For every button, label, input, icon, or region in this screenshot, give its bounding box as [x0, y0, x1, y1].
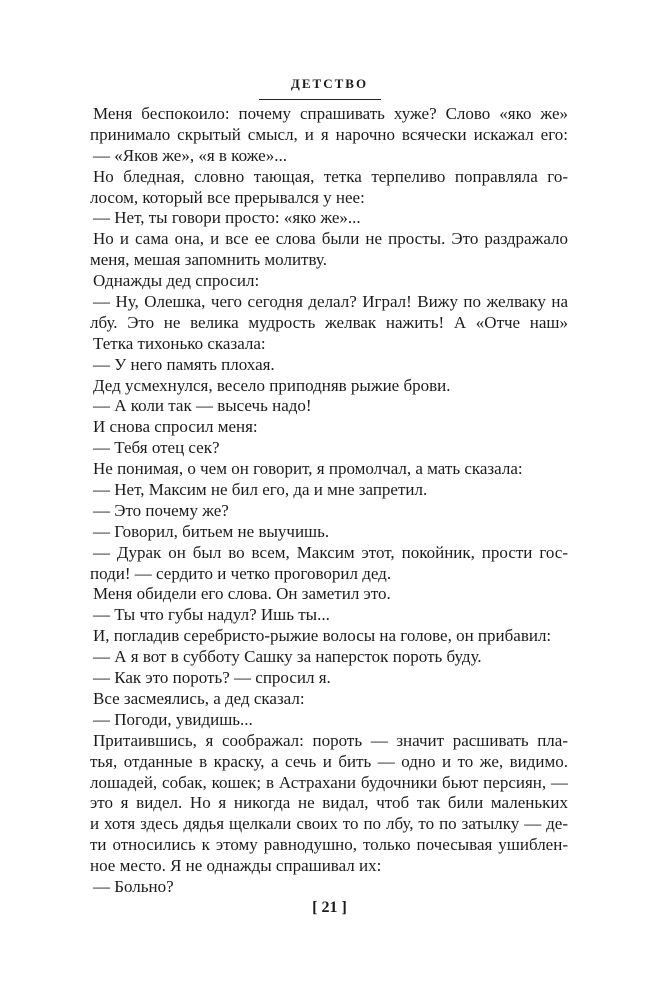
- text-line: лосом, который все прерывался у нее:: [90, 187, 365, 207]
- text-line: — У него память плохая.: [93, 354, 275, 374]
- text-line: Все засмеялись, а дед сказал:: [93, 688, 305, 708]
- text-line: — Говорил, битьем не выучишь.: [93, 521, 330, 541]
- text-line: Но бледная, словно тающая, тетка терпеливо поправляла го-: [93, 166, 568, 186]
- text-line: поди! — сердито и четко проговорил дед.: [90, 563, 392, 583]
- text-line: И, погладив серебристо-рыжие волосы на голове, он прибавил:: [93, 626, 552, 646]
- text-line: это я видел. Но я никогда не видал, чтоб так били маленьких: [90, 793, 568, 813]
- text-line: лбу. Это не велика мудрость желвак нажить! А «Отче наш»: [90, 312, 568, 332]
- text-line: ти относились к этому равнодушно, только почесывая ушиблен-: [90, 835, 568, 855]
- text-line: — Ты что губы надул? Ишь ты...: [93, 605, 330, 625]
- page-number: [ 21 ]: [312, 899, 347, 916]
- text-line: — Погоди, увидишь...: [93, 709, 253, 729]
- text-line: ное место. Я не однажды спрашивал их:: [90, 856, 382, 876]
- text-line: — Это почему же?: [93, 500, 229, 520]
- running-header: ДЕТСТВО: [290, 76, 369, 91]
- text-line: Но и сама она, и все ее слова были не просты. Это раздражало: [93, 229, 568, 249]
- text-line: Тетка тихонько сказала:: [93, 333, 266, 353]
- text-line: и хотя здесь дядья щелкали своих то по лбу, то по затылку — де-: [90, 814, 568, 834]
- text-line: меня, мешая запомнить молитву.: [90, 250, 327, 270]
- text-line: Однажды дед спросил:: [93, 271, 260, 291]
- text-line: — Дурак он был во всем, Максим этот, покойник, прости гос-: [93, 542, 568, 562]
- body-text: [90, 104, 568, 898]
- text-line: Меня беспокоило: почему спрашивать хуже? Слово «яко же»: [93, 104, 568, 123]
- text-line: — Как это пороть? — спросил я.: [93, 668, 331, 688]
- text-line: тья, отданные в краску, а сечь и бить — одно и то же, видимо.: [90, 751, 568, 771]
- text-line: И снова спросил меня:: [93, 417, 258, 437]
- text-line: принимало скрытый смысл, и я нарочно всячески искажал его:: [90, 124, 568, 144]
- text-line: Меня обидели его слова. Он заметил это.: [93, 584, 391, 604]
- text-line: Притаившись, я соображал: пороть — значит расшивать пла-: [93, 730, 568, 750]
- text-line: — А коли так — высечь надо!: [93, 396, 312, 416]
- text-line: лошадей, собак, кошек; в Астрахани будочники бьют персиян, —: [90, 772, 568, 792]
- text-line: Не понимая, о чем он говорит, я промолчал, а мать сказала:: [93, 459, 523, 479]
- text-line: Дед усмехнулся, весело приподняв рыжие брови.: [93, 375, 451, 395]
- text-line: — Тебя отец сек?: [93, 438, 220, 458]
- text-line: — Нет, Максим не бил его, да и мне запретил.: [93, 480, 428, 500]
- text-line: — Нет, ты говори просто: «яко же»...: [93, 208, 361, 228]
- text-line: — Больно?: [93, 876, 174, 896]
- header-rule: [259, 99, 381, 100]
- text-line: — А я вот в субботу Сашку за наперсток пороть буду.: [93, 647, 482, 667]
- text-line: — Ну, Олешка, чего сегодня делал? Играл! Вижу по желваку на: [93, 292, 568, 312]
- text-line: — «Яков же», «я в коже»...: [93, 145, 287, 165]
